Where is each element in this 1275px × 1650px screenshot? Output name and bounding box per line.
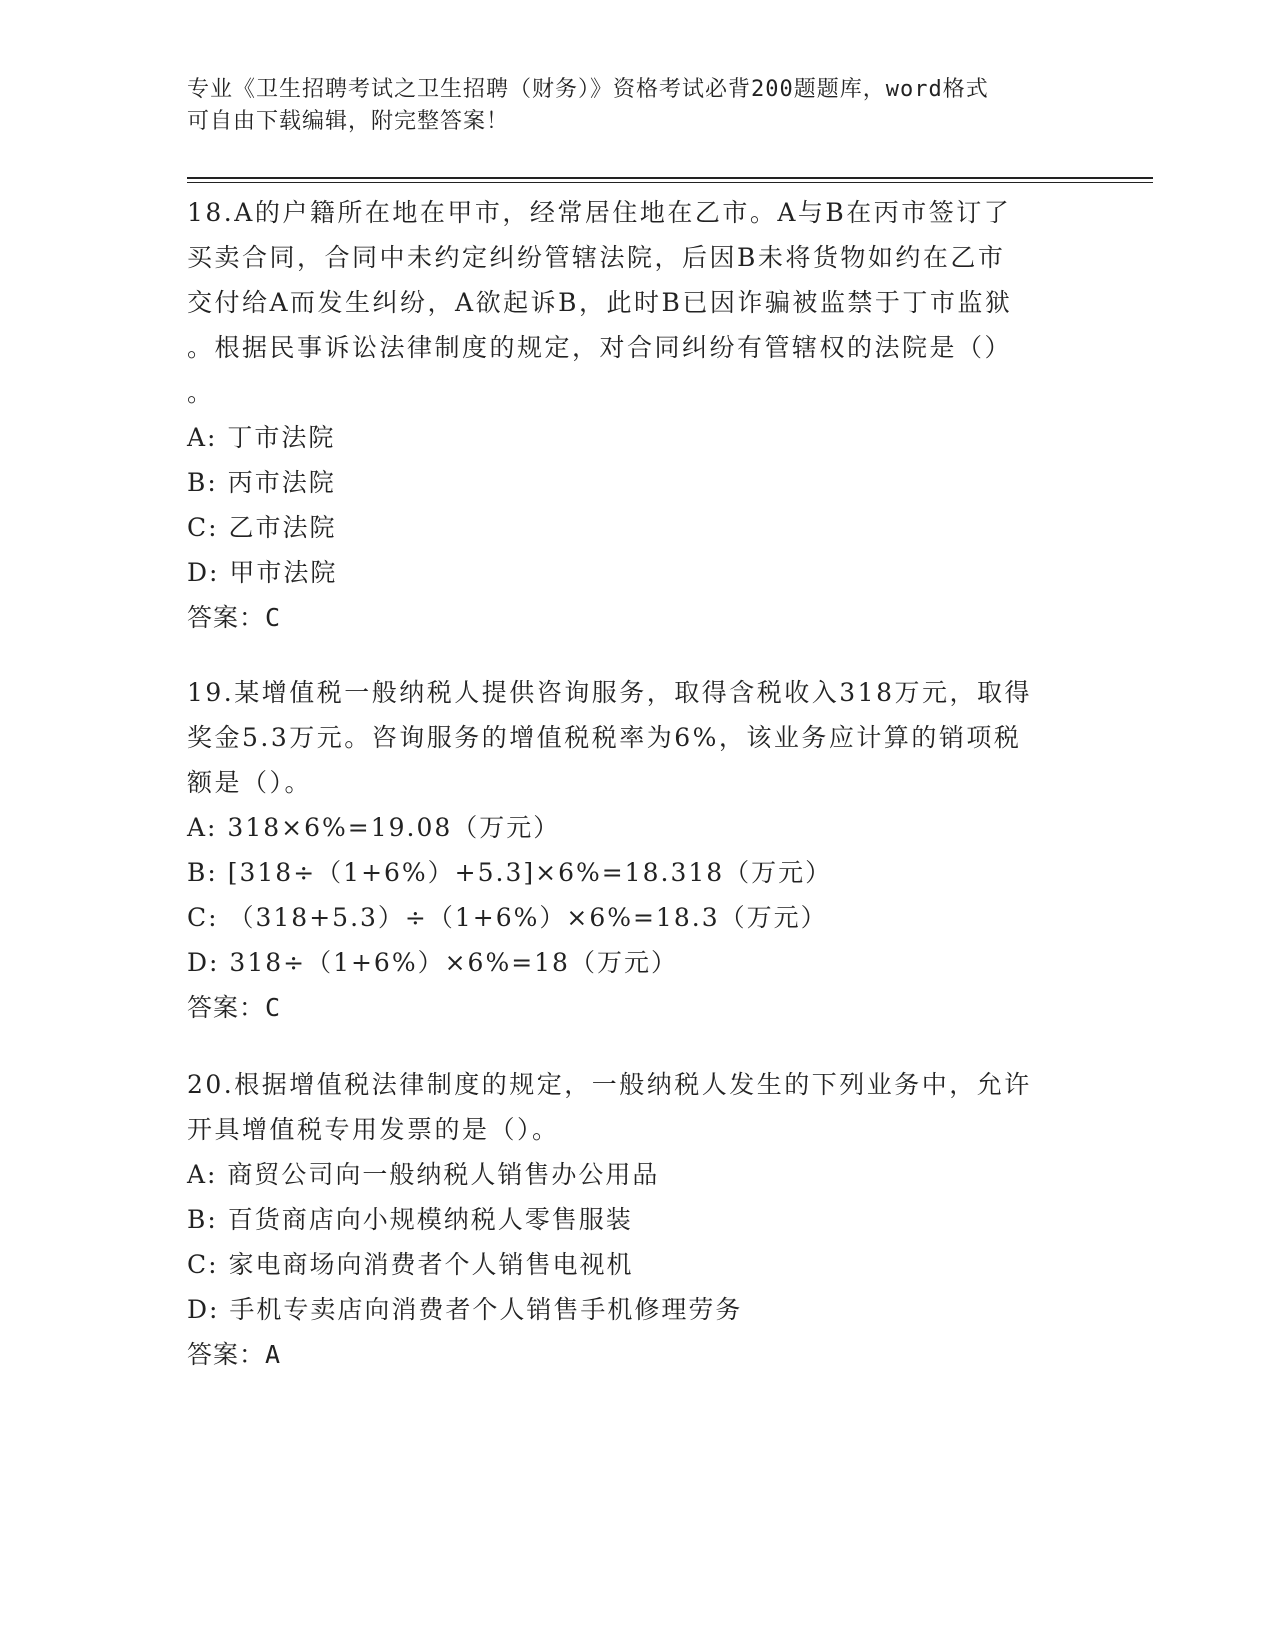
- question-stem-line: 交付给A而发生纠纷，A欲起诉B，此时B已因诈骗被监禁于丁市监狱: [187, 288, 1013, 317]
- option-c: C: 乙市法院: [187, 513, 337, 542]
- answer-line: 答案：C: [187, 993, 282, 1022]
- header-divider-thick: [187, 177, 1153, 179]
- question-stem-line: 额是（）。: [187, 768, 313, 797]
- document-header: [187, 74, 1067, 138]
- question-stem-line: 。: [187, 378, 215, 407]
- option-a: A: 318×6%=19.08（万元）: [187, 813, 561, 842]
- question-stem-line: 。根据民事诉讼法律制度的规定，对合同纠纷有管辖权的法院是（）: [187, 333, 1013, 362]
- option-a: A: 商贸公司向一般纳税人销售办公用品: [187, 1160, 660, 1189]
- option-a: A: 丁市法院: [187, 423, 336, 452]
- answer-line: 答案：A: [187, 1340, 282, 1369]
- question-19: [187, 670, 1087, 1030]
- question-stem-line: 20.根据增值税法律制度的规定，一般纳税人发生的下列业务中，允许: [187, 1070, 1032, 1099]
- question-stem-line: 18.A的户籍所在地在甲市，经常居住地在乙市。A与B在丙市签订了: [187, 198, 1012, 227]
- option-d: D: 318÷（1+6%）×6%=18（万元）: [187, 948, 678, 977]
- option-b: B: 百货商店向小规模纳税人零售服装: [187, 1205, 633, 1234]
- option-b: B: 丙市法院: [187, 468, 336, 497]
- header-line-2: 可自由下载编辑，附完整答案！: [187, 109, 510, 134]
- header-line-1: 专业《卫生招聘考试之卫生招聘（财务）》资格考试必背200题题库，word格式: [187, 77, 989, 102]
- question-stem-line: 买卖合同，合同中未约定纠纷管辖法院，后因B未将货物如约在乙市: [187, 243, 1006, 272]
- question-stem-line: 开具增值税专用发票的是（）。: [187, 1115, 560, 1144]
- answer-line: 答案：C: [187, 603, 282, 632]
- option-d: D: 甲市法院: [187, 558, 338, 587]
- question-18: [187, 190, 1087, 640]
- option-d: D: 手机专卖店向消费者个人销售手机修理劳务: [187, 1295, 743, 1324]
- question-20: [187, 1062, 1087, 1377]
- option-c: C: 家电商场向消费者个人销售电视机: [187, 1250, 634, 1279]
- question-stem-line: 奖金5.3万元。咨询服务的增值税税率为6%，该业务应计算的销项税: [187, 723, 1022, 752]
- header-divider-thin: [187, 182, 1153, 183]
- option-c: C: （318+5.3）÷（1+6%）×6%=18.3（万元）: [187, 903, 828, 932]
- option-b: B: [318÷（1+6%）+5.3]×6%=18.318（万元）: [187, 858, 833, 887]
- question-stem-line: 19.某增值税一般纳税人提供咨询服务，取得含税收入318万元，取得: [187, 678, 1032, 707]
